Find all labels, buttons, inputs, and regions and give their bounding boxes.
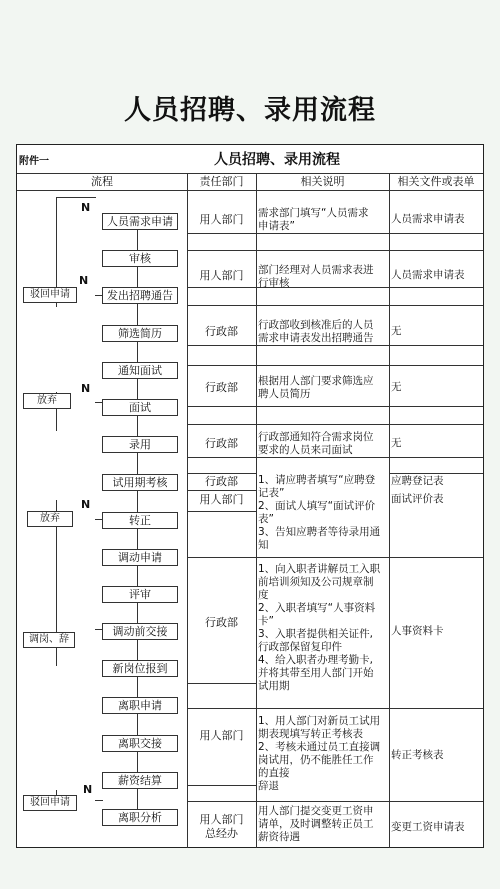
flow-step-10: 调动申请	[102, 549, 178, 566]
dept-1: 用人部门	[199, 213, 244, 226]
doc-8: 人事资料卡	[391, 625, 444, 637]
dept-5: 行政部	[205, 437, 238, 450]
flow-step-15: 离职交接	[102, 735, 178, 752]
flow-step-1: 人员需求申请	[102, 213, 178, 230]
desc-6: 1、请应聘者填写“应聘登 记表” 2、面试人填写“面试评价 表” 3、告知应聘者等待录用通 知	[258, 474, 381, 551]
n-label-4: N	[81, 498, 91, 511]
flow-sheet	[16, 144, 484, 848]
doc-6: 应聘登记表	[391, 475, 444, 487]
abandon-box-2: 放弃	[27, 511, 73, 527]
flow-step-7: 录用	[102, 436, 178, 453]
desc-3: 行政部收到核准后的人员 需求申请表发出招聘通告	[258, 319, 374, 344]
doc-7: 面试评价表	[391, 493, 444, 505]
desc-9: 用人部门提交变更工资申 请单，及时调整转正员工 薪资待遇	[258, 805, 374, 843]
dept-10: 用人部门 总经办	[199, 813, 244, 840]
doc-5: 无	[391, 437, 402, 449]
header-department: 责任部门	[199, 175, 244, 188]
n-label-5: N	[83, 783, 93, 796]
form-title: 人员招聘、录用流程	[214, 152, 340, 168]
dept-6: 行政部	[205, 475, 238, 488]
reject-box-1: 驳回申请	[23, 287, 77, 303]
flow-step-17: 离职分析	[102, 809, 178, 826]
n-label-2: N	[79, 274, 89, 287]
flow-step-11: 评审	[102, 586, 178, 603]
n-label-3: N	[81, 382, 91, 395]
doc-1: 人员需求申请表	[391, 213, 465, 225]
flow-step-5: 通知面试	[102, 362, 178, 379]
desc-1: 需求部门填写“人员需求 申请表”	[258, 207, 369, 232]
dept-3: 行政部	[205, 325, 238, 338]
flow-step-6: 面试	[102, 399, 178, 416]
desc-7: 1、向入职者讲解员工入职 前培训须知及公司规章制 度 2、入职者填写“人事资料 卡” 3、入职者提供相关证件, 行政部保留复印件 4、给入职者办理考勤卡, 并将其带至用人部门开始 试用期	[258, 563, 381, 692]
reject-box-2: 驳回申请	[23, 795, 77, 811]
doc-9: 转正考核表	[391, 749, 444, 761]
flow-step-12: 调动前交接	[102, 623, 178, 640]
flow-step-14: 离职申请	[102, 697, 178, 714]
desc-8: 1、用人部门对新员工试用 期表现填写转正考核表 2、考核未通过员工直接调 岗试用，仍不能胜任工作 的直接 辞退	[258, 715, 381, 792]
flow-step-3: 发出招聘通告	[102, 287, 178, 304]
attachment-label: 附件一	[19, 156, 49, 167]
desc-2: 部门经理对人员需求表进 行审核	[258, 264, 374, 289]
header-documents: 相关文件或表单	[397, 175, 475, 188]
abandon-box-1: 放弃	[23, 393, 71, 409]
n-label-1: N	[81, 201, 91, 214]
flow-step-16: 薪资结算	[102, 772, 178, 789]
dept-2: 用人部门	[199, 269, 244, 282]
flow-step-2: 审核	[102, 250, 178, 267]
doc-4: 无	[391, 381, 402, 393]
doc-10: 变更工资申请表	[391, 821, 465, 833]
dept-9: 用人部门	[199, 729, 244, 742]
dept-8: 行政部	[205, 616, 238, 629]
flow-step-8: 试用期考核	[102, 474, 178, 491]
header-description: 相关说明	[300, 175, 345, 188]
flow-step-4: 筛选简历	[102, 325, 178, 342]
flow-step-13: 新岗位报到	[102, 660, 178, 677]
doc-2: 人员需求申请表	[391, 269, 465, 281]
doc-3: 无	[391, 325, 402, 337]
desc-4: 根据用人部门要求筛选应 聘人员简历	[258, 375, 374, 400]
header-flow: 流程	[91, 175, 113, 188]
page-title: 人员招聘、录用流程	[124, 95, 376, 126]
transfer-box: 调岗、辞	[23, 632, 75, 648]
dept-4: 行政部	[205, 381, 238, 394]
flow-step-9: 转正	[102, 512, 178, 529]
dept-7: 用人部门	[199, 493, 244, 506]
desc-5: 行政部通知符合需求岗位 要求的人员来司面试	[258, 431, 374, 456]
